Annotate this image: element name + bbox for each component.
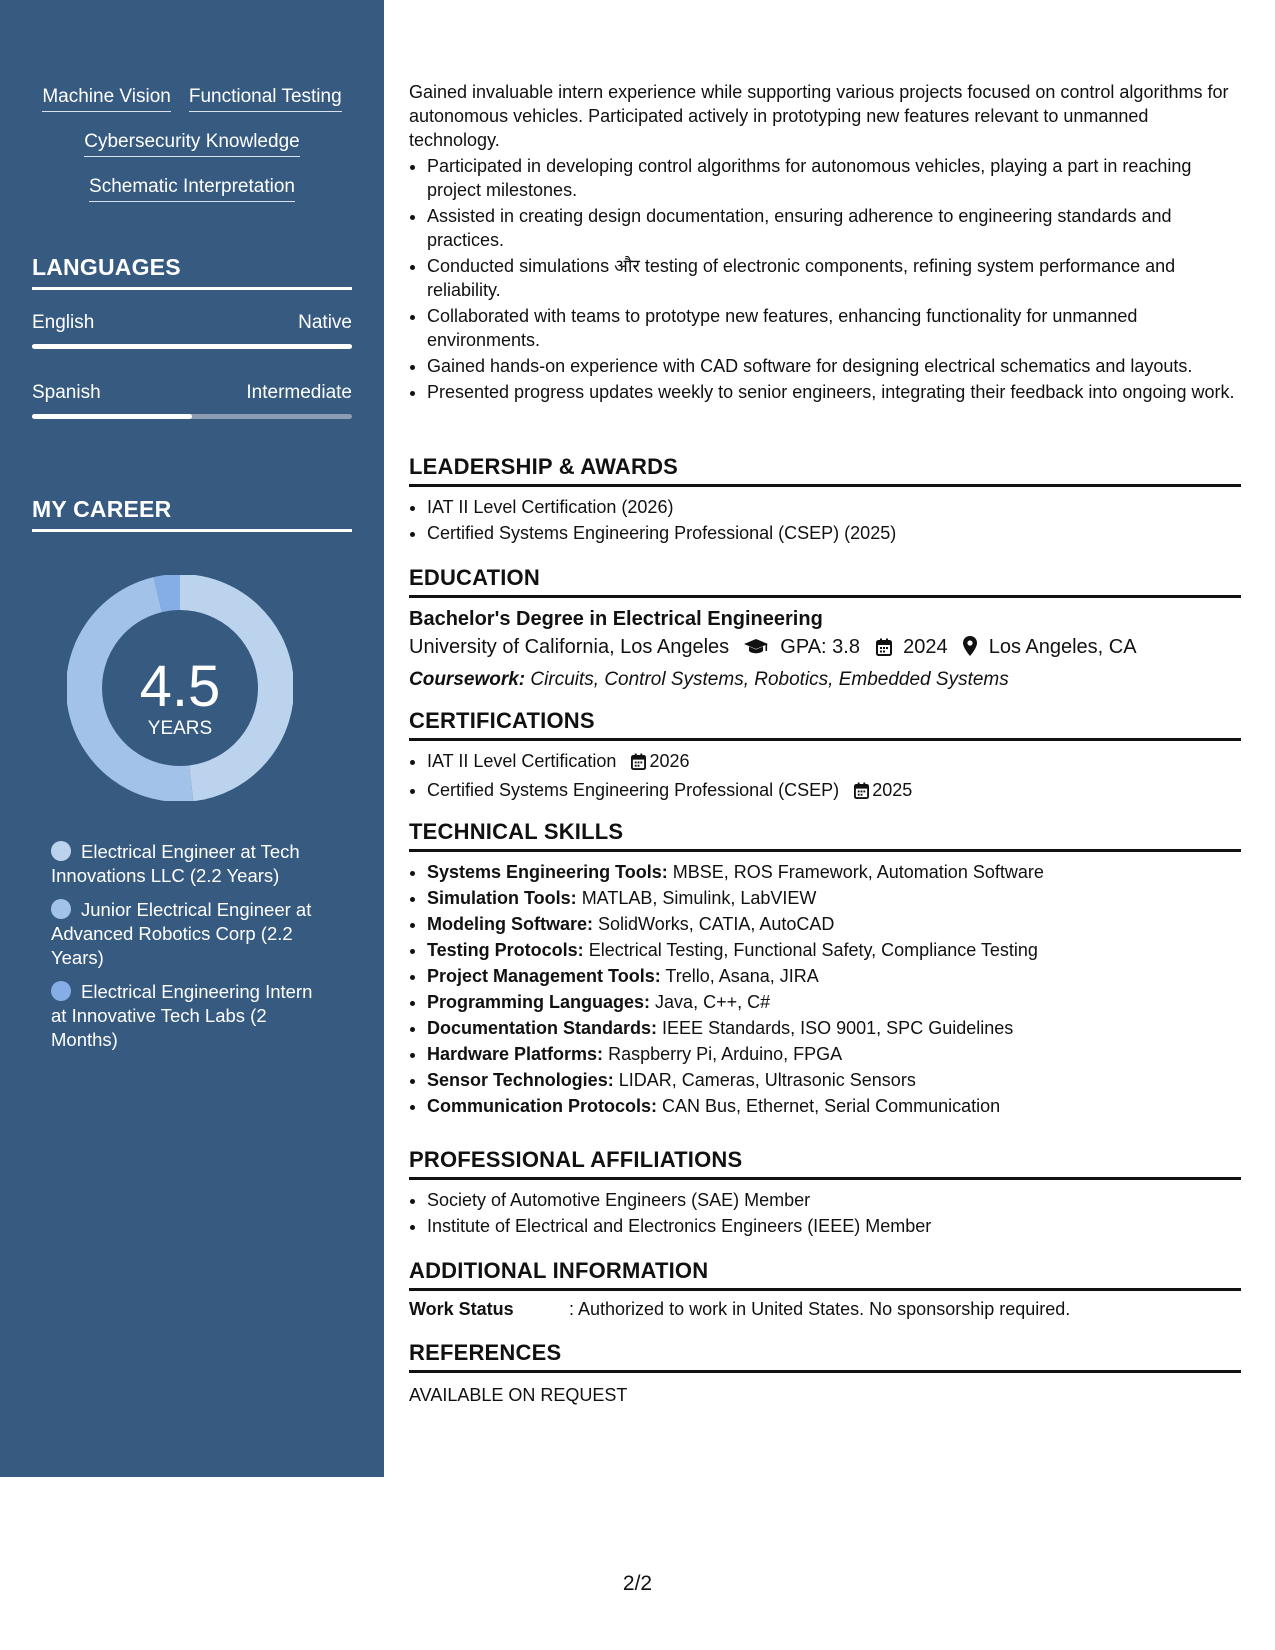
skill-values: LIDAR, Cameras, Ultrasonic Sensors [618, 1070, 916, 1090]
list-item: • IAT II Level Certification (2026) [427, 495, 1241, 519]
section-heading: EDUCATION [409, 564, 1241, 598]
skill-category: Modeling Software: [427, 914, 593, 934]
language-bar [32, 414, 352, 419]
career-item [51, 840, 331, 888]
technical-skill-item [427, 964, 1241, 988]
career-heading: MY CAREER [32, 496, 352, 532]
education-section [409, 564, 1241, 695]
list-item [427, 778, 1241, 805]
work-status-row [409, 1297, 1241, 1321]
career-item-text: Electrical Engineer at Tech Innovations LLC (2.2 Years) [51, 841, 300, 886]
skill-tag: Schematic Interpretation [89, 176, 295, 202]
language-name: Spanish [32, 382, 101, 403]
skills-row-3 [32, 176, 352, 202]
affiliations-section [409, 1146, 1241, 1240]
skill-values: SolidWorks, CATIA, AutoCAD [598, 914, 835, 934]
section-heading: REFERENCES [409, 1339, 1241, 1373]
skill-category: Hardware Platforms: [427, 1044, 604, 1064]
additional-info-section [409, 1257, 1241, 1321]
technical-skill-item [427, 938, 1241, 962]
skill-category: Communication Protocols: [427, 1096, 658, 1116]
section-heading: CERTIFICATIONS [409, 707, 1241, 741]
skill-values: CAN Bus, Ethernet, Serial Communication [662, 1096, 1001, 1116]
career-total-value: 4.5 [139, 654, 221, 719]
technical-skill-item [427, 1094, 1241, 1118]
skill-values: Electrical Testing, Functional Safety, Compliance Testing [588, 940, 1038, 960]
technical-skill-item [427, 886, 1241, 910]
gpa: GPA: 3.8 [780, 636, 860, 658]
language-bar-fill [32, 414, 192, 419]
career-item-text: Electrical Engineering Intern at Innovative Tech Labs (2 Months) [51, 981, 313, 1050]
language-level: Intermediate [246, 382, 352, 403]
skill-category: Simulation Tools: [427, 888, 577, 908]
cert-year: 2026 [649, 751, 690, 771]
career-total-unit: YEARS [147, 718, 213, 739]
career-item [51, 898, 331, 970]
skill-tag: Cybersecurity Knowledge [84, 131, 299, 157]
career-donut-chart [67, 575, 293, 801]
section-heading: PROFESSIONAL AFFILIATIONS [409, 1146, 1241, 1180]
technical-skill-item [427, 860, 1241, 884]
cert-name: IAT II Level Certification [427, 751, 617, 771]
work-status-label: Work Status [409, 1299, 514, 1319]
calendar-icon [631, 752, 646, 776]
list-item: • Certified Systems Engineering Professional (CSEP) (2025) [427, 521, 1241, 545]
experience-summary: Gained invaluable intern experience while supporting various projects focused on control algorithms for autonomous vehicles. Participated actively in prototyping new features relevant to unmanned technology. [409, 82, 1229, 150]
skill-category: Documentation Standards: [427, 1018, 658, 1038]
section-heading: LEADERSHIP & AWARDS [409, 453, 1241, 487]
skill-tag: Machine Vision [42, 86, 171, 112]
language-spanish [32, 382, 352, 419]
affiliations-list [409, 1188, 1241, 1238]
calendar-icon [876, 635, 892, 665]
list-item [427, 749, 1241, 776]
coursework-list: Circuits, Control Systems, Robotics, Embedded Systems [530, 669, 1009, 690]
section-heading: ADDITIONAL INFORMATION [409, 1257, 1241, 1291]
skill-category: Programming Languages: [427, 992, 651, 1012]
leadership-list [409, 495, 1241, 545]
language-bar [32, 344, 352, 349]
section-heading: TECHNICAL SKILLS [409, 818, 1241, 852]
page-number: 2/2 [622, 1572, 653, 1595]
references-section [409, 1339, 1241, 1407]
technical-skill-item [427, 990, 1241, 1014]
references-text: AVAILABLE ON REQUEST [409, 1385, 628, 1405]
career-list [51, 840, 331, 1052]
list-item: • Conducted simulations और testing of electronic components, refining system performance and reliability. [427, 254, 1241, 302]
list-item: • Participated in developing control algorithms for autonomous vehicles, playing a part in reaching project milestones. [427, 154, 1241, 202]
donut-slice [158, 592, 180, 595]
cert-name: Certified Systems Engineering Professional (CSEP) [427, 780, 840, 800]
location-pin-icon [963, 635, 977, 665]
technical-skill-item [427, 1068, 1241, 1092]
skill-category: Project Management Tools: [427, 966, 661, 986]
career-dot-icon [51, 841, 71, 861]
sidebar [0, 0, 384, 1477]
skill-category: Systems Engineering Tools: [427, 862, 668, 882]
graduation-cap-icon [743, 635, 769, 665]
technical-skill-item [427, 912, 1241, 936]
language-level: Native [298, 312, 352, 333]
technical-skill-item [427, 1016, 1241, 1040]
skill-tag: Functional Testing [189, 86, 342, 112]
language-row [32, 382, 352, 404]
skill-values: Trello, Asana, JIRA [665, 966, 819, 986]
list-item: • Institute of Electrical and Electronics Engineers (IEEE) Member [427, 1214, 1241, 1238]
career-item-text: Junior Electrical Engineer at Advanced Robotics Corp (2.2 Years) [51, 899, 312, 968]
skills-row-1 [32, 86, 352, 112]
skill-values: MBSE, ROS Framework, Automation Software [672, 862, 1044, 882]
skill-values: IEEE Standards, ISO 9001, SPC Guidelines [662, 1018, 1014, 1038]
list-item: • Assisted in creating design documentation, ensuring adherence to engineering standards and practices. [427, 204, 1241, 252]
technical-skills-list [409, 860, 1241, 1118]
education-details [409, 632, 1241, 665]
degree-title: Bachelor's Degree in Electrical Engineering [409, 608, 823, 630]
school-name: University of California, Los Angeles [409, 636, 730, 658]
skill-category: Testing Protocols: [427, 940, 584, 960]
education-location: Los Angeles, CA [988, 636, 1137, 658]
career-item [51, 980, 331, 1052]
certifications-section [409, 707, 1241, 807]
language-english [32, 312, 352, 349]
list-item: • Society of Automotive Engineers (SAE) Member [427, 1188, 1241, 1212]
certifications-list [409, 749, 1241, 805]
calendar-icon [854, 781, 869, 805]
coursework-label: Coursework: [409, 669, 526, 690]
languages-heading: LANGUAGES [32, 254, 352, 290]
skill-values: MATLAB, Simulink, LabVIEW [581, 888, 817, 908]
language-name: English [32, 312, 95, 333]
list-item: • Gained hands-on experience with CAD software for designing electrical schematics and layouts. [427, 354, 1241, 378]
list-item: • Collaborated with teams to prototype new features, enhancing functionality for unmanned environments. [427, 304, 1241, 352]
technical-skill-item [427, 1042, 1241, 1066]
list-item: • Presented progress updates weekly to senior engineers, integrating their feedback into ongoing work. [427, 380, 1241, 404]
career-dot-icon [51, 981, 71, 1001]
experience-entry [409, 80, 1241, 406]
cert-year: 2025 [872, 780, 913, 800]
leadership-section [409, 453, 1241, 547]
skills-row-2 [32, 131, 352, 157]
skill-values: Java, C++, C# [655, 992, 771, 1012]
graduation-year: 2024 [903, 636, 948, 658]
technical-skills-section [409, 818, 1241, 1120]
language-row [32, 312, 352, 334]
skill-values: Raspberry Pi, Arduino, FPGA [608, 1044, 843, 1064]
work-status-value: : Authorized to work in United States. No sponsorship required. [569, 1299, 1071, 1319]
experience-bullets [409, 154, 1241, 404]
coursework [409, 665, 1241, 695]
language-bar-fill [32, 344, 352, 349]
skill-category: Sensor Technologies: [427, 1070, 614, 1090]
career-dot-icon [51, 899, 71, 919]
